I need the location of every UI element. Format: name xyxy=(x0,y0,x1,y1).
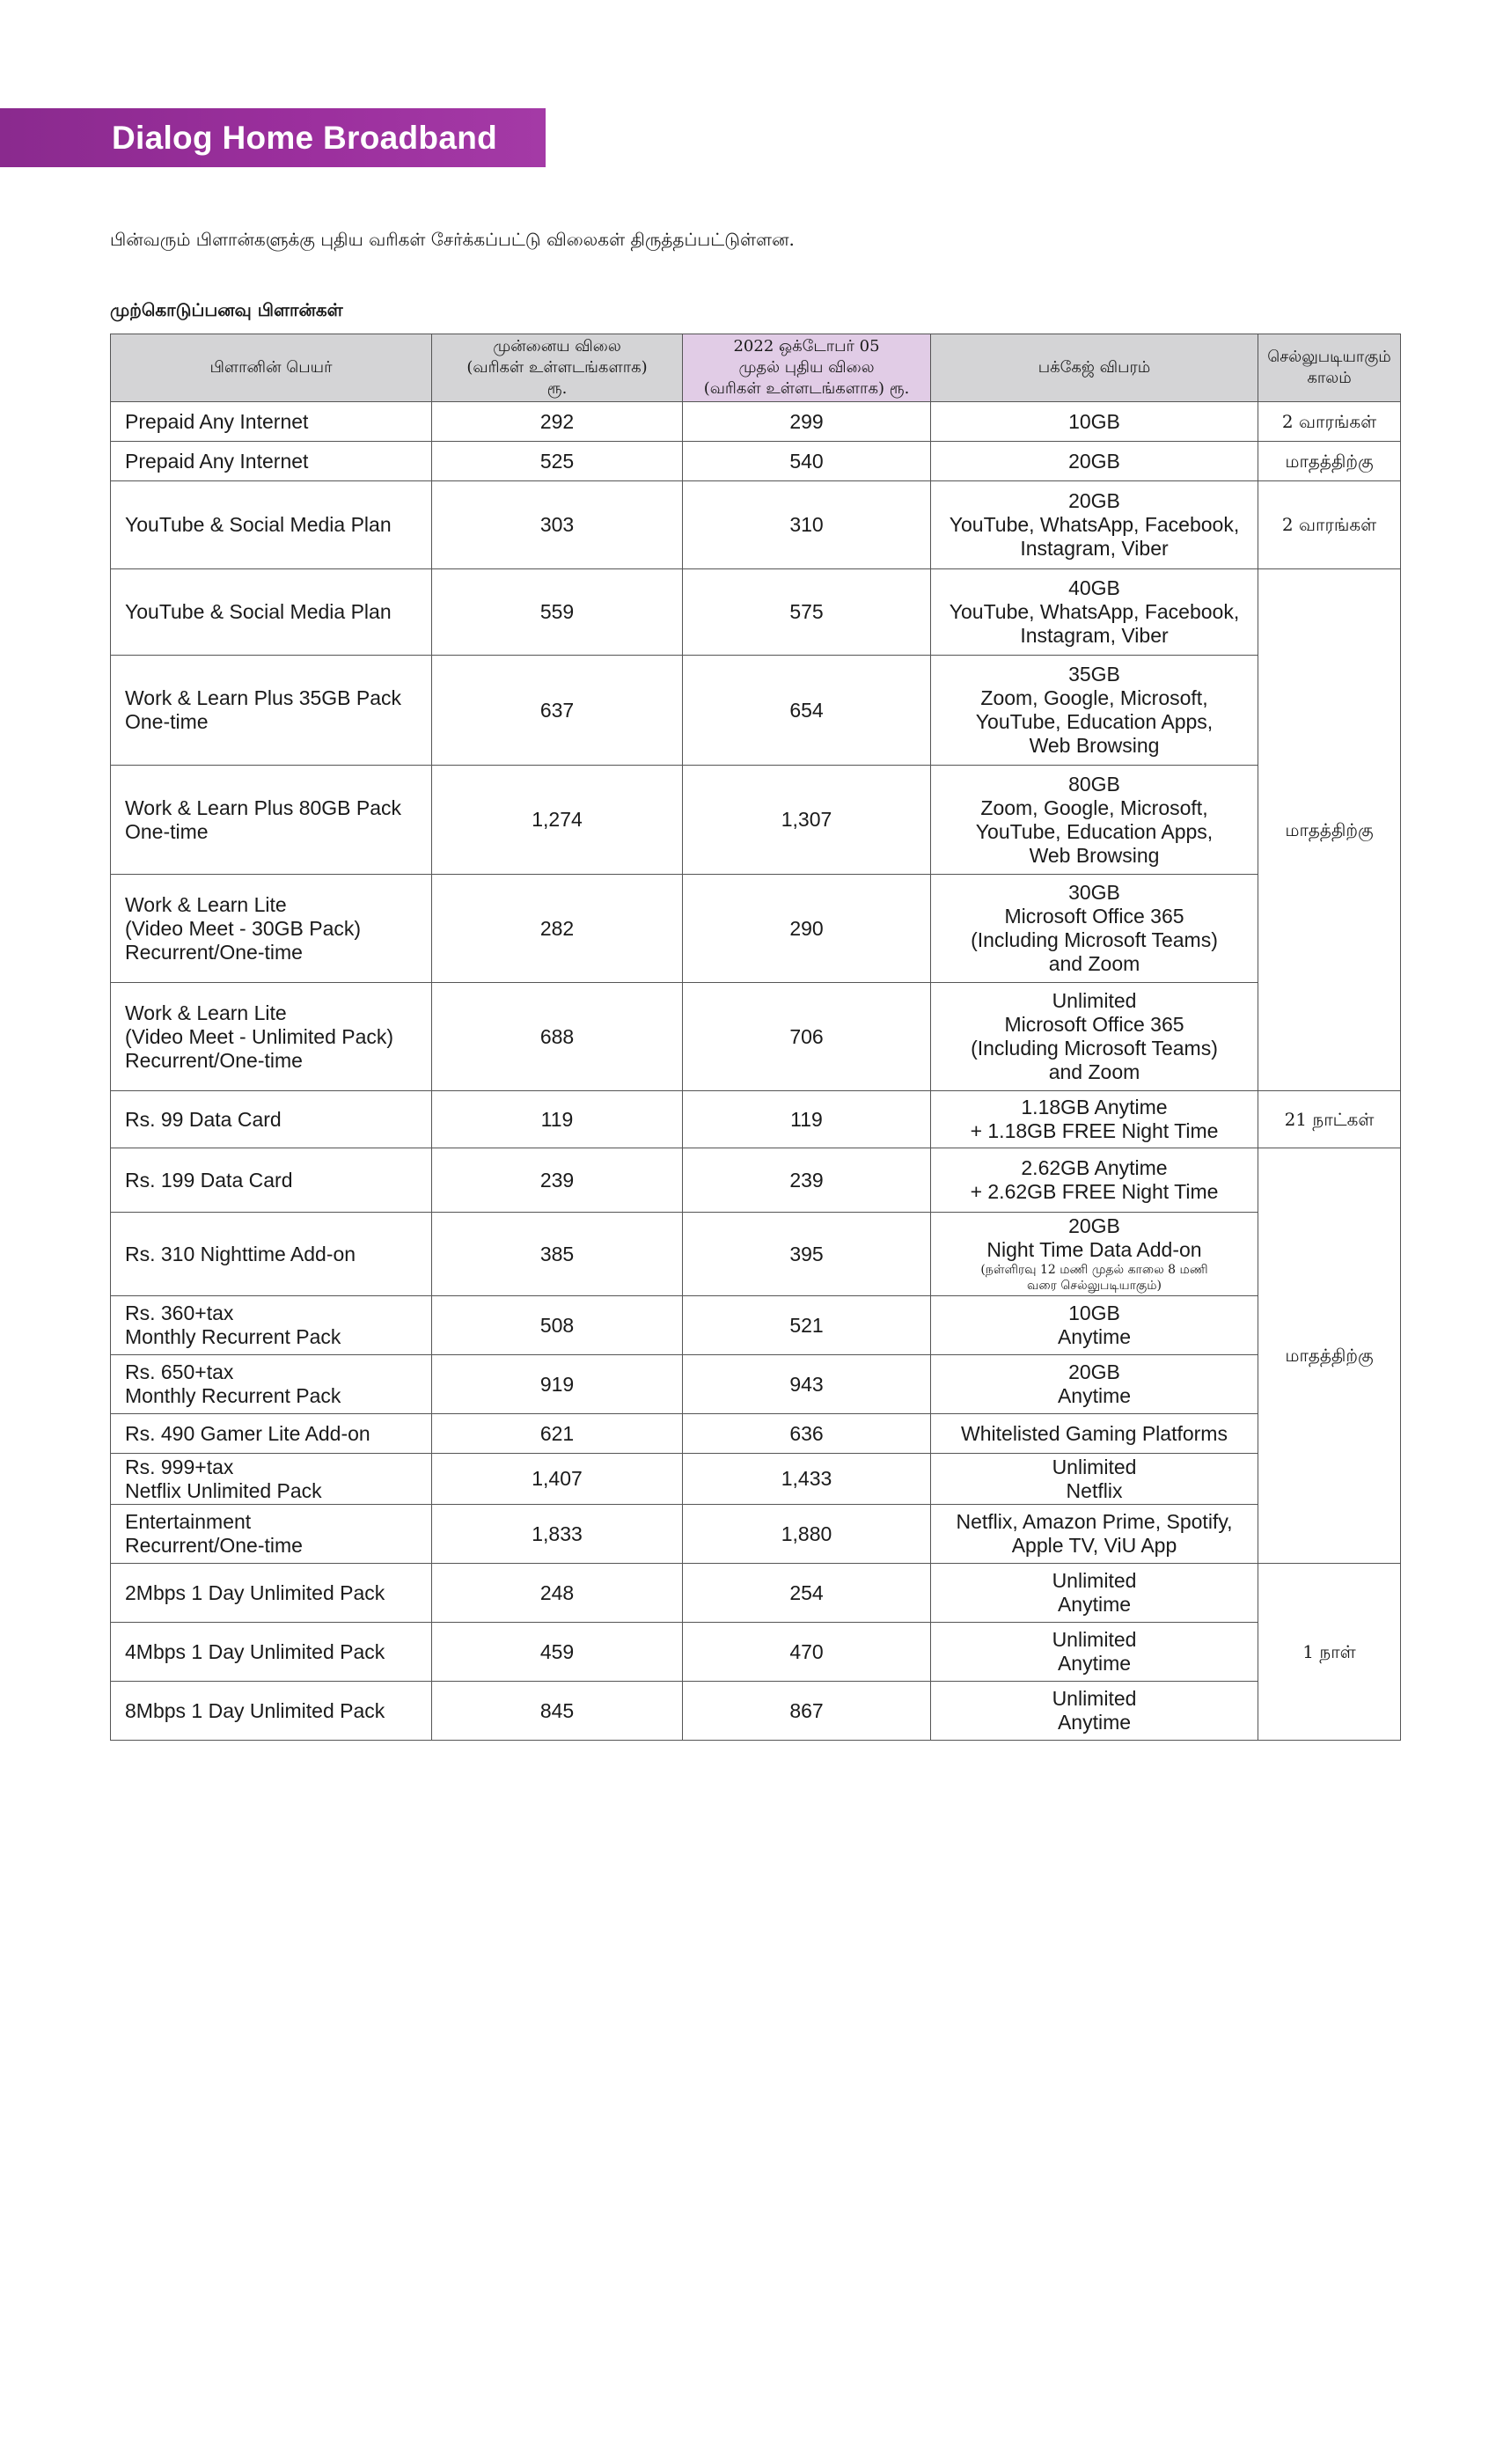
section-title: முற்கொடுப்பனவு பிளான்கள் xyxy=(110,299,343,320)
intro-text: பின்வரும் பிளான்களுக்கு புதிய வரிகள் சேர்க்கப்பட்டு விலைகள் திருத்தப்பட்டுள்ளன. xyxy=(110,229,795,250)
package-details: Whitelisted Gaming Platforms xyxy=(931,1414,1258,1454)
old-price: 282 xyxy=(432,875,683,983)
plan-name: Work & Learn Lite (Video Meet - 30GB Pack) Recurrent/One-time xyxy=(111,875,432,983)
package-details: 20GB Night Time Data Add-on (நள்ளிரவு 12 மணி முதல் காலை 8 மணி வரை செல்லுபடியாகும்) xyxy=(931,1213,1258,1296)
old-price: 508 xyxy=(432,1296,683,1355)
package-details: 40GB YouTube, WhatsApp, Facebook, Instagram, Viber xyxy=(931,569,1258,656)
package-details: 1.18GB Anytime + 1.18GB FREE Night Time xyxy=(931,1091,1258,1148)
table-row xyxy=(111,1414,1401,1454)
header-new-price: 2022 ஒக்டோபர் 05 முதல் புதிய விலை (வரிகள் உள்ளடங்களாக) ரூ. xyxy=(683,334,931,402)
validity: மாதத்திற்கு xyxy=(1258,569,1401,1091)
package-details: Unlimited Anytime xyxy=(931,1623,1258,1682)
table-row xyxy=(111,656,1401,766)
package-details: Unlimited Microsoft Office 365 (Including Microsoft Teams) and Zoom xyxy=(931,983,1258,1091)
plan-name: Work & Learn Plus 80GB Pack One-time xyxy=(111,766,432,875)
package-details: Netflix, Amazon Prime, Spotify, Apple TV, ViU App xyxy=(931,1505,1258,1564)
plan-name: YouTube & Social Media Plan xyxy=(111,481,432,569)
new-price: 1,307 xyxy=(683,766,931,875)
new-price: 521 xyxy=(683,1296,931,1355)
table-row xyxy=(111,1564,1401,1623)
table-row xyxy=(111,1505,1401,1564)
new-price: 290 xyxy=(683,875,931,983)
package-details: 20GB Anytime xyxy=(931,1355,1258,1414)
package-details: 10GB Anytime xyxy=(931,1296,1258,1355)
plan-name: Rs. 310 Nighttime Add-on xyxy=(111,1213,432,1296)
old-price: 621 xyxy=(432,1414,683,1454)
validity: 1 நாள் xyxy=(1258,1564,1401,1741)
new-price: 395 xyxy=(683,1213,931,1296)
old-price: 459 xyxy=(432,1623,683,1682)
new-price: 654 xyxy=(683,656,931,766)
table-row xyxy=(111,983,1401,1091)
new-price: 943 xyxy=(683,1355,931,1414)
old-price: 239 xyxy=(432,1148,683,1213)
plan-name: Rs. 199 Data Card xyxy=(111,1148,432,1213)
package-details: 2.62GB Anytime + 2.62GB FREE Night Time xyxy=(931,1148,1258,1213)
package-details: Unlimited Netflix xyxy=(931,1454,1258,1505)
plan-name: Prepaid Any Internet xyxy=(111,442,432,481)
old-price: 845 xyxy=(432,1682,683,1741)
plan-name: Entertainment Recurrent/One-time xyxy=(111,1505,432,1564)
plan-name: Rs. 650+tax Monthly Recurrent Pack xyxy=(111,1355,432,1414)
validity: 21 நாட்கள் xyxy=(1258,1091,1401,1148)
package-details: Unlimited Anytime xyxy=(931,1682,1258,1741)
new-price: 867 xyxy=(683,1682,931,1741)
validity: மாதத்திற்கு xyxy=(1258,442,1401,481)
old-price: 1,274 xyxy=(432,766,683,875)
old-price: 248 xyxy=(432,1564,683,1623)
table-row xyxy=(111,402,1401,442)
new-price: 575 xyxy=(683,569,931,656)
table-row xyxy=(111,1355,1401,1414)
new-price: 706 xyxy=(683,983,931,1091)
package-details: 20GB YouTube, WhatsApp, Facebook, Instagram, Viber xyxy=(931,481,1258,569)
new-price: 239 xyxy=(683,1148,931,1213)
table-row xyxy=(111,1213,1401,1296)
plan-name: 2Mbps 1 Day Unlimited Pack xyxy=(111,1564,432,1623)
package-details: 30GB Microsoft Office 365 (Including Microsoft Teams) and Zoom xyxy=(931,875,1258,983)
plan-name: Work & Learn Plus 35GB Pack One-time xyxy=(111,656,432,766)
validity: 2 வாரங்கள் xyxy=(1258,402,1401,442)
plan-name: 4Mbps 1 Day Unlimited Pack xyxy=(111,1623,432,1682)
page-banner xyxy=(0,108,546,167)
table-row xyxy=(111,442,1401,481)
old-price: 637 xyxy=(432,656,683,766)
old-price: 1,407 xyxy=(432,1454,683,1505)
plan-name: Rs. 999+tax Netflix Unlimited Pack xyxy=(111,1454,432,1505)
old-price: 688 xyxy=(432,983,683,1091)
package-details: 10GB xyxy=(931,402,1258,442)
header-package-details: பக்கேஜ் விபரம் xyxy=(931,334,1258,402)
table-row xyxy=(111,1454,1401,1505)
new-price: 470 xyxy=(683,1623,931,1682)
plan-name: Rs. 490 Gamer Lite Add-on xyxy=(111,1414,432,1454)
new-price: 1,880 xyxy=(683,1505,931,1564)
old-price: 292 xyxy=(432,402,683,442)
prepaid-plans-table xyxy=(110,334,1401,1741)
table-row xyxy=(111,569,1401,656)
old-price: 1,833 xyxy=(432,1505,683,1564)
package-details: 35GB Zoom, Google, Microsoft, YouTube, Education Apps, Web Browsing xyxy=(931,656,1258,766)
plan-name: Work & Learn Lite (Video Meet - Unlimited Pack) Recurrent/One-time xyxy=(111,983,432,1091)
table-row xyxy=(111,875,1401,983)
table-header-row xyxy=(111,334,1401,402)
new-price: 299 xyxy=(683,402,931,442)
plan-name: YouTube & Social Media Plan xyxy=(111,569,432,656)
table-row xyxy=(111,481,1401,569)
table-row xyxy=(111,1148,1401,1213)
package-details: 80GB Zoom, Google, Microsoft, YouTube, Education Apps, Web Browsing xyxy=(931,766,1258,875)
old-price: 559 xyxy=(432,569,683,656)
package-details: Unlimited Anytime xyxy=(931,1564,1258,1623)
new-price: 119 xyxy=(683,1091,931,1148)
plan-name: Rs. 99 Data Card xyxy=(111,1091,432,1148)
package-note: (நள்ளிரவு 12 மணி முதல் காலை 8 மணி வரை செல்லுபடியாகும்) xyxy=(980,1263,1208,1293)
banner-title: Dialog Home Broadband xyxy=(112,120,497,156)
new-price: 1,433 xyxy=(683,1454,931,1505)
table-row xyxy=(111,766,1401,875)
plan-name: 8Mbps 1 Day Unlimited Pack xyxy=(111,1682,432,1741)
old-price: 303 xyxy=(432,481,683,569)
header-plan-name: பிளானின் பெயர் xyxy=(111,334,432,402)
new-price: 636 xyxy=(683,1414,931,1454)
old-price: 385 xyxy=(432,1213,683,1296)
old-price: 119 xyxy=(432,1091,683,1148)
package-details: 20GB xyxy=(931,442,1258,481)
validity: 2 வாரங்கள் xyxy=(1258,481,1401,569)
plan-name: Prepaid Any Internet xyxy=(111,402,432,442)
plan-name: Rs. 360+tax Monthly Recurrent Pack xyxy=(111,1296,432,1355)
new-price: 254 xyxy=(683,1564,931,1623)
table-row xyxy=(111,1296,1401,1355)
table-row xyxy=(111,1623,1401,1682)
old-price: 525 xyxy=(432,442,683,481)
table-row xyxy=(111,1682,1401,1741)
table-row xyxy=(111,1091,1401,1148)
new-price: 540 xyxy=(683,442,931,481)
validity: மாதத்திற்கு xyxy=(1258,1148,1401,1564)
header-validity: செல்லுபடியாகும் காலம் xyxy=(1258,334,1401,402)
header-old-price: முன்னைய விலை (வரிகள் உள்ளடங்களாக) ரூ. xyxy=(432,334,683,402)
new-price: 310 xyxy=(683,481,931,569)
old-price: 919 xyxy=(432,1355,683,1414)
